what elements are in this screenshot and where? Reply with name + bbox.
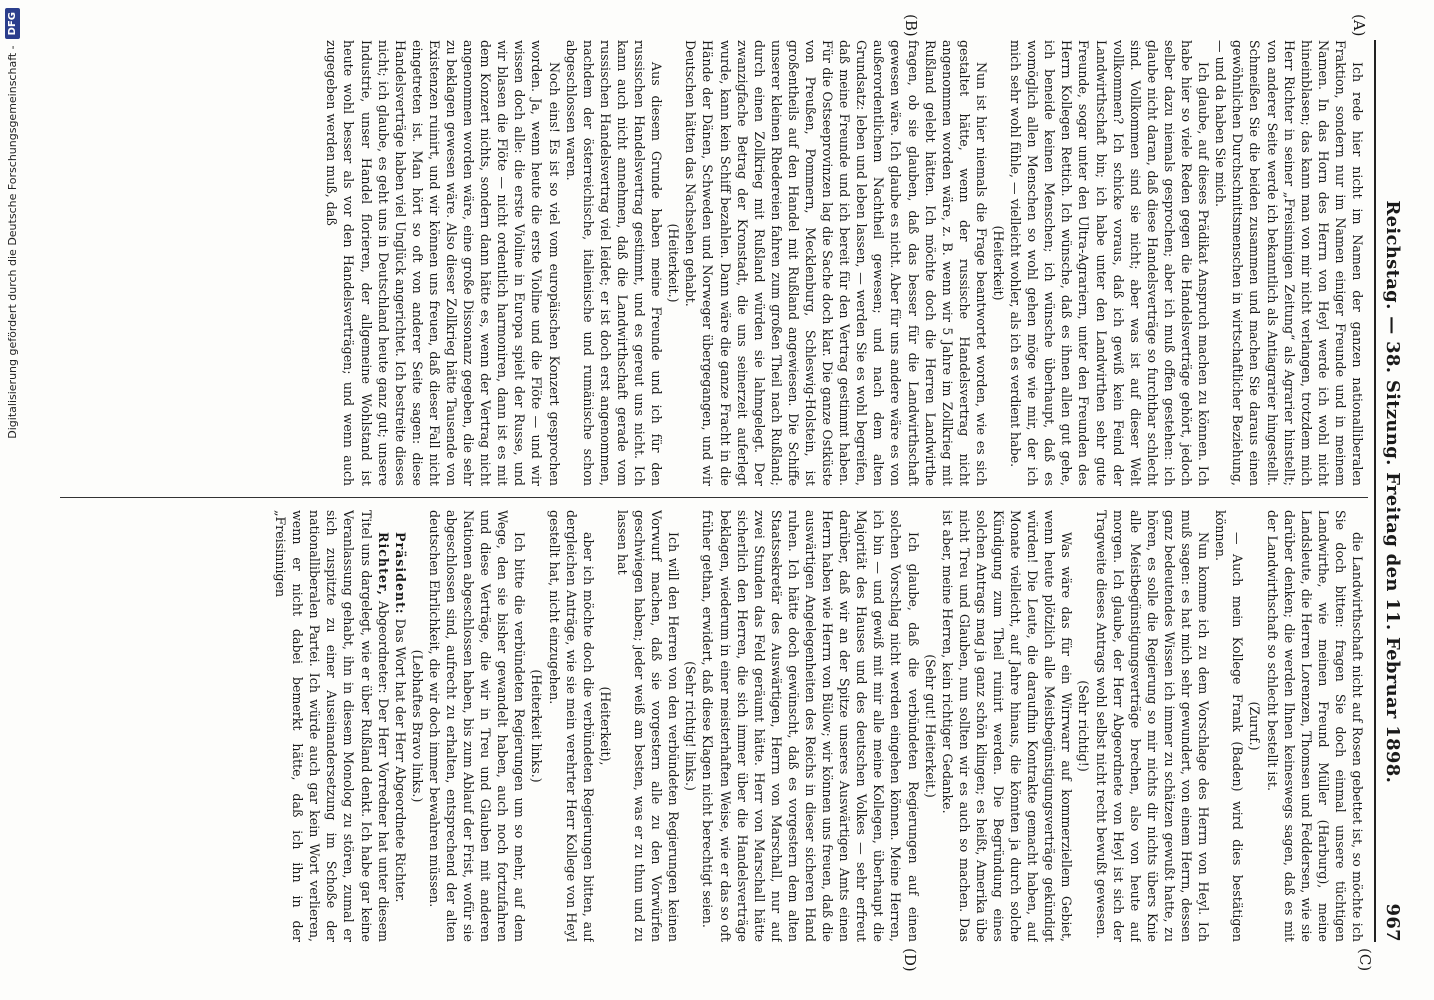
- interjection: (Sehr richtig!): [1076, 680, 1092, 772]
- left-column: [60, 40, 1366, 486]
- credit-text: Digitalisierung gefördert durch die Deutsche Forschungsgemeinschaft -: [5, 45, 19, 439]
- interjection: (Heiterkeit.): [666, 223, 682, 303]
- interjection: (Sehr gut! Heiterkeit.): [922, 654, 938, 798]
- paragraph: — Auch mein Kollege Frank (Baden) wird dies bestätigen können.: [1213, 510, 1246, 942]
- paragraph: aber ich möchte doch die verbündeten Regierungen bitten, auf dergleichen Anträge, wie sie mein verehrter Herr Kollege von Heyl gestellt hat, nicht einzugehen.: [546, 510, 596, 942]
- speaker-label: Präsident:: [392, 532, 408, 615]
- speaker-text: Das Wort hat der Herr Abgeordnete Richter.: [392, 618, 408, 903]
- margin-mark-a: (A): [1350, 14, 1368, 37]
- paragraph: Noch eins! Es ist so viel vom europäischen Konzert gesprochen worden. Ja, wenn heute die erste Violine und die Flöte — und wir wissen doch alle: die erste Violine in Europa spielt der Russe, und wir blasen die Flöte — nicht ordentlich harmoniren, dann ist es mit dem Konzert nichts, sondern dann hätte es, wenn der Vertrag nicht angenommen worden wäre, eine große Dissonanz gegeben, die sehr zu beklagen gewesen wäre. Also dieser Zollkrieg hätte Tausende von Existenzen ruinirt, und wir können uns freuen, daß dieser Fall nicht eingetreten ist. Man hört so oft von anderer Seite sagen: diese Handelsverträge haben viel Unglück angerichtet. Ich bestreite dieses nicht; ich glaube, es geht uns in Deutschland heute ganz gut; unsere Industrie, unser Handel florieren, der allgemeine Wohlstand ist heute wohl besser als vor den Handelsverträgen; und wenn auch zugegeben werden muß, daß: [324, 40, 562, 486]
- paragraph: Nun komme ich zu dem Vorschlage des Herrn von Heyl. Ich muß sagen: es hat mich sehr gewundert, von einem Herrn, dessen ganz bedeutendes Wissen ich immer zu schätzen gewußt hatte, zu hören, es solle die Regierung so mir nichts dir nichts übers Knie alle Meistbegünstigungsverträge brechen, also von heute auf morgen. Ich glaube, der Herr Abgeordnete von Heyl ist sich der Tragweite dieses Antrags wohl selbst nicht recht bewußt gewesen.: [1093, 510, 1212, 942]
- margin-mark-b: (B): [902, 14, 920, 37]
- president-remark: [392, 510, 409, 942]
- page-title: Reichstag. — 38. Sitzung. Freitag den 11. Februar 1898.: [1382, 200, 1404, 784]
- paragraph: Aus diesem Grunde haben meine Freunde und ich für den russischen Handelsvertrag gestimmt, und es gereut uns nicht. Ich kann auch nicht annehmen, daß die Landwirthschaft gerade vom russischen Handelsvertrag viel leidet; er ist doch erst angenommen, nachdem der österreichische, italienische und rumänische schon abgeschlossen waren.: [563, 40, 665, 486]
- header-rule: [1374, 40, 1376, 942]
- column-rule: [60, 497, 1368, 498]
- right-column: [60, 510, 1366, 942]
- credit-inner: [5, 0, 20, 439]
- interjection: (Heiterkeit links.): [529, 669, 545, 783]
- interjection: (Zuruf.): [1247, 701, 1263, 751]
- interjection: (Heiterkeit): [991, 225, 1007, 301]
- margin-mark-c: (C): [1356, 948, 1374, 972]
- paragraph: Ich will den Herren von den verbündeten Regierungen keinen Vorwurf machen, daß sie vorgestern alle zu den Vorwürfen geschwiegen haben; jeder weiß am besten, was er zu thun und zu lassen hat: [614, 510, 682, 942]
- margin-mark-d: (D): [901, 948, 919, 972]
- speaker-text: Abgeordneter: Der Herr Vorredner hat unter diesem Titel uns dargelegt, wie er über Rußland denkt. Ich habe gar keine Veranlassung gehabt, ihn in diesem Monolog zu stören, zumal er sich zuspitzte zu einer Auseinandersetzung im Schoße der nationalliberalen Partei. Ich würde auch gar kein Wort verlieren, wenn er nicht dabei bemerkt hätte, daß ich ihn in der „Freisinnigen: [273, 510, 391, 942]
- dfg-logo: DFG: [5, 8, 20, 39]
- interjection: (Heiterkeit),: [597, 686, 613, 766]
- richter-remark: [272, 510, 392, 942]
- paragraph: Ich bitte die verbündeten Regierungen um so mehr, auf dem Wege, den sie bisher gewandelt haben, auch noch fortzufahren und diese Verträge, die wir in Treu und Glauben mit anderen Nationen abgeschlossen haben, bis zum Ablauf der Frist, wofür sie abgeschlossen sind, aufrecht zu erhalten, entsprechend der alten deutschen Ehrlichkeit, die wir doch immer bewahren müssen.: [426, 510, 528, 942]
- interjection: (Sehr richtig! links.): [683, 661, 699, 791]
- speaker-label: Richter,: [375, 532, 391, 597]
- page-number: 967: [1382, 903, 1404, 942]
- interjection: (Lebhaftes Bravo links.): [409, 649, 425, 803]
- paragraph: Ich glaube, daß die verbündeten Regierungen auf einen solchen Vorschlag nicht werden eingehen können. Meine Herren, ich bin — und gewiß mit mir alle meine Kollegen, überhaupt die Majorität des Hauses und des deutschen Volkes — sehr erfreut darüber, daß wir an der Spitze unseres Auswärtigen Amts einen Herrn haben wie Herrn von Bülow; wir können uns freuen, daß die auswärtigen Angelegenheiten des Reichs in dieser sicheren Hand ruhen. Ich hätte doch gewünscht, daß es vorgestern dem alten Staatssekretär des Auswärtigen, Herrn von Marschall, nur auf zwei Stunden das Feld geräumt hätte. Herr von Marschall hätte sicherlich den Herren, die sich immer über die Handelsverträge beklagen, wiederum in einer meisterhaften Weise, wie er das so oft früher gethan, erwidert, daß diese Klagen nicht berechtigt seien.: [700, 510, 921, 942]
- paragraph: Ich rede hier nicht im Namen der ganzen nationalliberalen Fraktion, sondern nur im Namen einiger Freunde und in meinem Namen. In das Horn des Herrn von Heyl werde ich wohl nicht hineinblasen; das kann man von mir nicht verlangen, trotzdem mich Herr Richter in seiner „Freisinnigen Zeitung“ als Agrarier hinstellt; von anderer Seite werde ich bekanntlich als Antiagrarier hingestellt. Schmeißen Sie die beiden zusammen und machen Sie daraus einen gewöhnlichen Durchschnittsmenschen in wirtschaftlicher Beziehung, — und da haben Sie mich.: [1213, 40, 1365, 486]
- paragraph: die Landwirthschaft nicht auf Rosen gebettet ist, so möchte ich Sie doch bitten: fragen Sie doch einmal unsere tüchtigen Landwirthe, wie meinen Freund Müller (Harburg), meine Landsleute, die Herren Lorenzen, Thomsen und Feddersen, wie sie darüber denken; die werden Ihnen keineswegs sagen, daß es mit der Landwirthschaft so schlecht bestellt ist.: [1264, 510, 1365, 942]
- page-header: [1380, 40, 1406, 942]
- paragraph: Was wäre das für ein Wirrwarr auf kommerziellem Gebiet, wenn heute plötzlich alle Meistbegünstigungsverträge gekündigt würden! Die Leute, die daraufhin Kontrakte gemacht haben, auf Monate vielleicht, auf Jahre hinaus, die könnten ja durch solche Kündigung zum Theil ruinirt werden. Die Begründung eines solchen Antrags mag ja ganz schön klingen; es heißt, Amerika übe nicht Treu und Glauben, nun sollten wir es auch so machen. Das ist aber, meine Herren, kein richtiger Gedanke.: [939, 510, 1075, 942]
- digitization-credit: [0, 0, 24, 1000]
- paragraph: Ich glaube, auf dieses Prädikat Anspruch machen zu können. Ich habe hier so viele Reden gegen die Handelsverträge gehört, jedoch selber dazu niemals gesprochen; aber ich muß offen gestehen: ich glaube nicht daran, daß diese Handelsverträge so furchtbar schlecht sind. Vollkommen sind sie nicht; aber was ist auf dieser Welt vollkommen? Ich schicke voraus, daß ich gewiß kein Feind der Landwirthschaft bin; ich habe unter den Landwirthen sehr gute Freunde, sogar unter den Ultra-Agrariern, unter den Freunden des Herrn Kollegen Rettich. Ich wünsche, daß es ihnen allen gut gehe, ich beneide keinen Menschen; ich wünsche überhaupt, daß es womöglich allen Menschen so wohl gehen möge wie mir, der ich mich sehr wohl fühle, — vielleicht wohler, als ich es verdient habe.: [1008, 40, 1212, 486]
- paragraph: Nun ist hier niemals die Frage beantwortet worden, wie es sich gestaltet hätte, wenn der russische Handelsvertrag nicht angenommen worden wäre, z. B. wenn wir 5 Jahre im Zollkrieg mit Rußland gelebt hätten. Ich möchte doch die Herren Landwirthe fragen, ob sie glauben, daß das besser für die Landwirthschaft gewesen wäre. Ich glaube es nicht. Aber für uns andere wäre es von außerordentlichem Nachtheil gewesen; und nach dem alten Grundsatz: leben und leben lassen, — werden Sie es wohl begreifen, daß meine Freunde und ich bereit für den Vertrag gestimmt haben. Für die Ostseeprovinzen lag die Sache doch klar. Die ganze Ostküste von Preußen, Pommern, Mecklenburg, Schleswig-Holstein, ist großentheils auf den Handel mit Rußland angewiesen. Die Schiffe unserer kleinen Rhedereien fahren zum großen Theil nach Rußland; durch einen Zollkrieg mit Rußland würden sie lahmgelegt. Der zwanzigfache Betrag der Kronstadt, die uns seinerzeit auferlegt wurde, kann kein Schiff bezahlen. Dann wäre die ganze Fracht in die Hände der Dänen, Schweden und Norweger übergegangen, und wir Deutschen hätten das Nachsehen gehabt.: [683, 40, 989, 486]
